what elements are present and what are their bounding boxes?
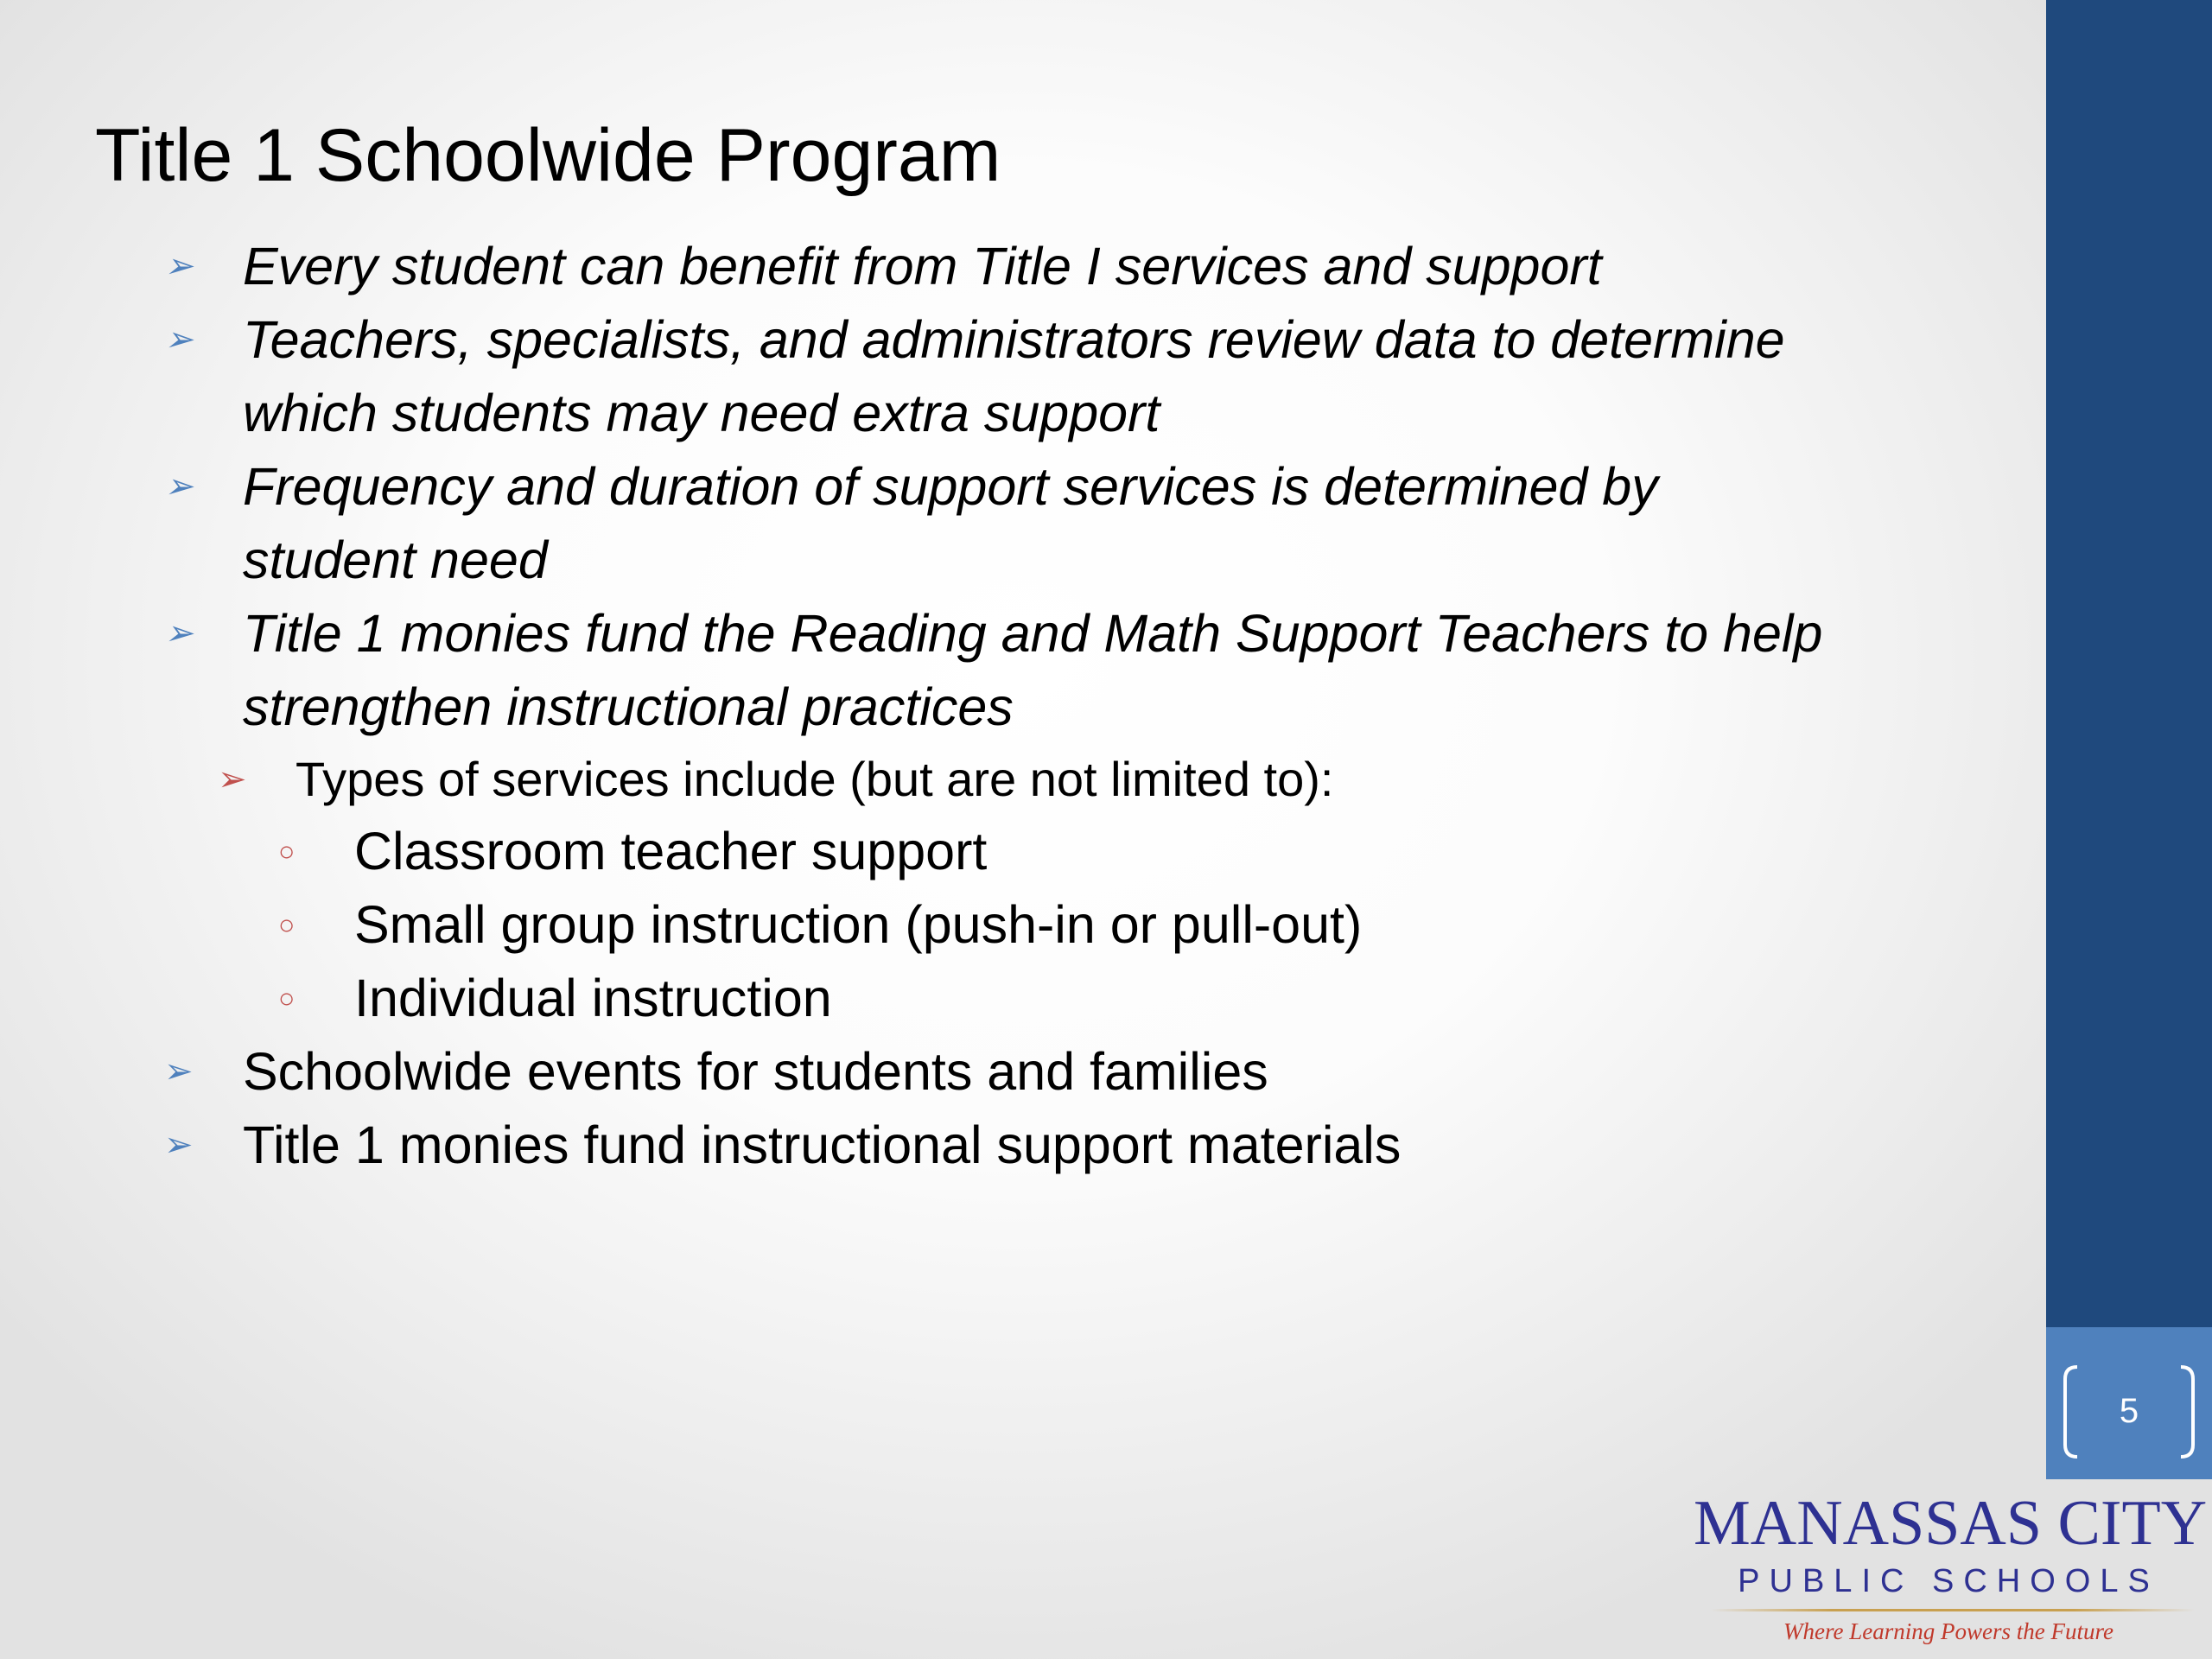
bullet-item	[0, 1109, 1987, 1182]
bullet-text: Frequency and duration of support services is determined by	[243, 457, 1658, 516]
bullet-text: which students may need extra support	[243, 384, 1160, 442]
page-number: 5	[2119, 1392, 2139, 1430]
logo-name: MANASSAS CITY	[1694, 1488, 2208, 1559]
bullet-text: student need	[243, 531, 548, 589]
bullet-item	[0, 1035, 1987, 1109]
bullet-continuation	[0, 377, 1987, 450]
logo-subtitle: PUBLIC SCHOOLS	[1738, 1563, 2159, 1599]
school-logo	[1685, 1486, 2208, 1659]
circle-bullet-icon: ○	[278, 836, 296, 867]
bullet-item	[0, 230, 1987, 303]
bullet-text: Every student can benefit from Title I services and support	[243, 237, 1602, 296]
arrow-bullet-icon: ➢	[164, 321, 194, 359]
arrow-bullet-icon: ➢	[164, 614, 194, 652]
sub-sub-bullet-item	[0, 888, 1987, 962]
logo-divider	[1711, 1609, 2195, 1611]
bullet-item	[0, 450, 1987, 524]
bullet-continuation	[0, 524, 1987, 597]
circle-bullet-icon: ○	[278, 982, 296, 1014]
bullet-continuation	[0, 671, 1987, 744]
arrow-bullet-icon: ➢	[218, 760, 247, 798]
sub-sub-bullet-item	[0, 815, 1987, 888]
bullet-text: Title 1 monies fund instructional support materials	[243, 1116, 1402, 1174]
sub-sub-bullet-item	[0, 962, 1987, 1035]
arrow-bullet-icon: ➢	[164, 1052, 194, 1090]
bullet-item	[0, 597, 1987, 671]
bullet-text: Schoolwide events for students and families	[243, 1042, 1268, 1101]
bullet-item	[0, 303, 1987, 377]
bullet-text: Individual instruction	[354, 969, 832, 1027]
arrow-bullet-icon: ➢	[164, 467, 194, 505]
arrow-bullet-icon: ➢	[164, 1126, 194, 1164]
bullet-text: strengthen instructional practices	[243, 677, 1014, 736]
circle-bullet-icon: ○	[278, 909, 296, 940]
sidebar-accent	[2046, 0, 2212, 1327]
bullet-list	[0, 230, 1987, 1182]
bullet-text: Title 1 monies fund the Reading and Math Support Teachers to help	[243, 604, 1823, 663]
bullet-text: Types of services include (but are not limited to):	[296, 752, 1334, 806]
bullet-text: Small group instruction (push-in or pull-out)	[354, 895, 1363, 954]
arrow-bullet-icon: ➢	[164, 247, 194, 285]
bullet-text: Teachers, specialists, and administrators review data to determine	[243, 310, 1785, 369]
bullet-text: Classroom teacher support	[354, 822, 988, 880]
sub-bullet-item	[0, 744, 1987, 815]
logo-tagline: Where Learning Powers the Future	[1783, 1618, 2113, 1644]
slide-title: Title 1 Schoolwide Program	[95, 114, 1001, 197]
